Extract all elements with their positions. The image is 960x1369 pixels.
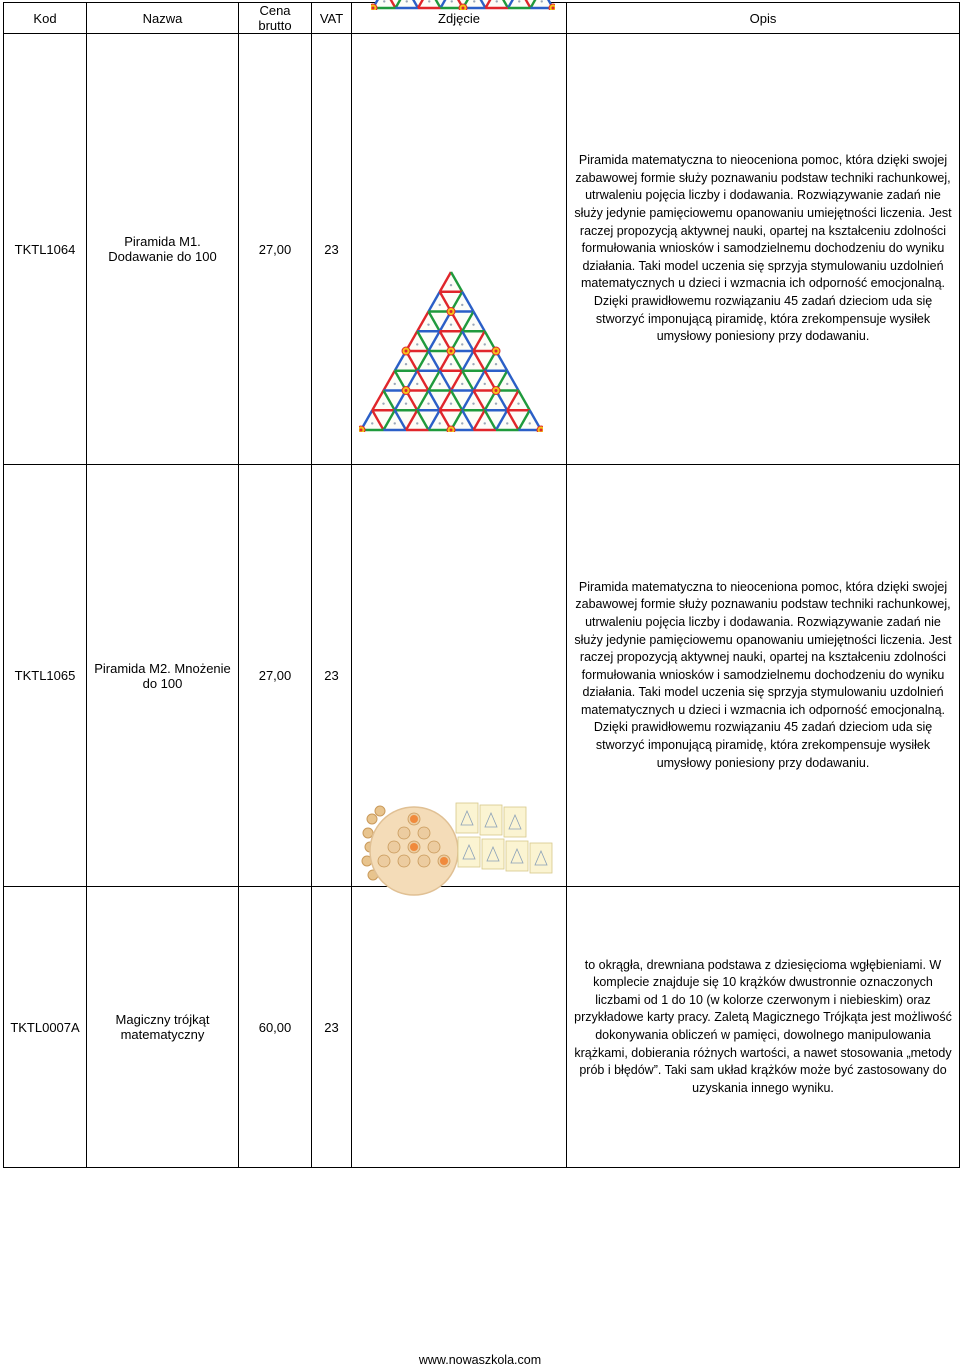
product-description: Piramida matematyczna to nieoceniona pomoc, która dzięki swojej zabawowej formie służy poznawaniu podstaw techniki rachunkowej, utrwaleniu pojęcia liczby i dodawania. Rozwiązywanie zadań nie służy jedynie pamięciowemu opanowaniu umiejętności liczenia. Jest raczej propozycją aktywnej nauki, opartej na kształceniu zdolności formułowania wniosków i samodzielnemu dochodzeniu do wyniku działania. Taki model uczenia się sprzyja stymulowaniu uzdolnień matematycznych u dzieci i wzmacnia ich odporność emocjonalną. Dzięki prawidłowemu rozwiązaniu 45 zadań dzieciom uda się stworzyć imponującą piramidę, która zrekompensuje wysiłek umysłowy poniesiony przy dodawaniu. <box>567 34 960 465</box>
product-vat: 23 <box>312 34 352 465</box>
product-code: TKTL0007A <box>4 887 87 1168</box>
pyramid-addition-image <box>371 0 555 10</box>
product-price: 60,00 <box>239 887 312 1168</box>
product-vat: 23 <box>312 887 352 1168</box>
product-name: Piramida M1. Dodawanie do 100 <box>87 34 239 465</box>
header-cena: Cena brutto <box>239 3 312 34</box>
header-nazwa: Nazwa <box>87 3 239 34</box>
magic-triangle-image <box>358 801 568 911</box>
product-price: 27,00 <box>239 465 312 887</box>
header-vat: VAT <box>312 3 352 34</box>
product-photo-cell <box>352 887 567 1168</box>
header-zdjecie: Zdjęcie <box>352 3 567 34</box>
product-price: 27,00 <box>239 34 312 465</box>
product-table <box>3 2 960 1168</box>
pyramid-multiplication-image <box>359 270 543 432</box>
header-opis: Opis <box>567 3 960 34</box>
product-vat: 23 <box>312 465 352 887</box>
product-code: TKTL1064 <box>4 34 87 465</box>
header-kod: Kod <box>4 3 87 34</box>
product-description: to okrągła, drewniana podstawa z dziesięcioma wgłębieniami. W komplecie znajduje się 10 krążków dwustronnie oznaczonych liczbami od 1 do 10 (w kolorze czerwonym i niebieskim) oraz przykładowe karty pracy. Zaletą Magicznego Trójkąta jest możliwość dokonywania obliczeń w pamięci, dowolnego manipulowania krążkami, dobierania różnych wartości, a nawet stosowania „metody prób i błędów”. Taki sam układ krążków może być zastosowany do uzyskania innego wyniku. <box>567 887 960 1168</box>
product-description: Piramida matematyczna to nieoceniona pomoc, która dzięki swojej zabawowej formie służy poznawaniu podstaw techniki rachunkowej, utrwaleniu pojęcia liczby i dodawania. Rozwiązywanie zadań nie służy jedynie pamięciowemu opanowaniu umiejętności liczenia. Jest raczej propozycją aktywnej nauki, opartej na kształceniu zdolności formułowania wniosków i samodzielnemu dochodzeniu do wyniku działania. Taki model uczenia się sprzyja stymulowaniu uzdolnień matematycznych u dzieci i wzmacnia ich odporność emocjonalną. Dzięki prawidłowemu rozwiązaniu 45 zadań dzieciom uda się stworzyć imponującą piramidę, która zrekompensuje wysiłek umysłowy poniesiony przy dodawaniu. <box>567 465 960 887</box>
product-name: Piramida M2. Mnożenie do 100 <box>87 465 239 887</box>
product-name: Magiczny trójkąt matematyczny <box>87 887 239 1168</box>
product-code: TKTL1065 <box>4 465 87 887</box>
footer-website: www.nowaszkola.com <box>418 1353 542 1367</box>
table-row <box>4 887 960 1168</box>
